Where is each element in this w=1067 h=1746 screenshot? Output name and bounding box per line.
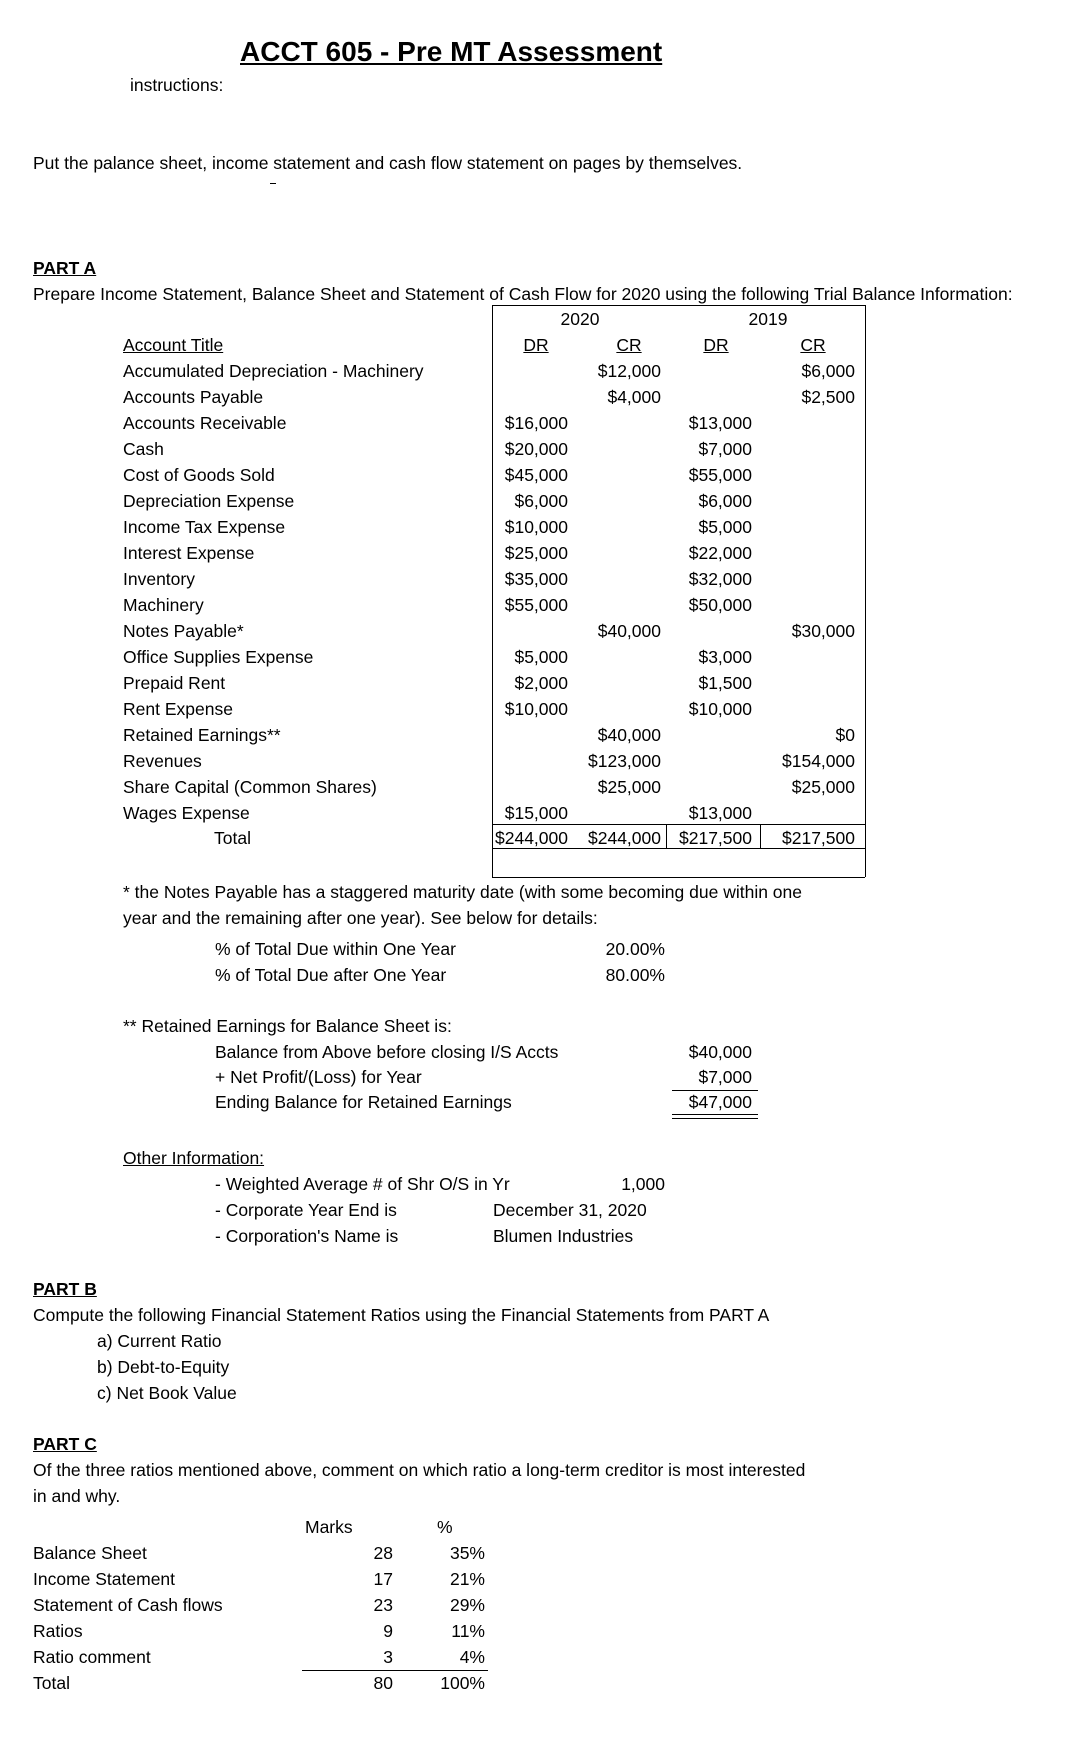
row-dr-2020: $2,000 [514,673,568,693]
row-dr-2019: $5,000 [698,517,752,537]
total-cr-2020: $244,000 [588,828,661,848]
other-shares-label: - Weighted Average # of Shr O/S in Yr [215,1174,510,1194]
table-left-border [492,305,493,877]
row-dr-2019: $1,500 [698,673,752,693]
row-account: Office Supplies Expense [123,647,314,667]
row-dr-2020: $5,000 [514,647,568,667]
marks-row-marks: 3 [383,1647,393,1667]
row-dr-2019: $32,000 [688,569,752,589]
row-account: Accounts Payable [123,387,264,407]
row-cr-2019: $30,000 [791,621,855,641]
row-account: Revenues [123,751,202,771]
marks-row-pct: 21% [449,1569,485,1589]
row-cr-2020: $123,000 [588,751,661,771]
row-cr-2019: $2,500 [801,387,855,407]
row-account: Accumulated Depreciation - Machinery [123,361,424,381]
row-dr-2020: $25,000 [504,543,568,563]
due-after-value: 80.00% [605,965,665,985]
notes-payable-note-line-1: * the Notes Payable has a staggered maturity date (with some becoming due within one [123,882,802,902]
other-info-heading: Other Information: [123,1148,265,1168]
row-account: Notes Payable* [123,621,244,641]
re-heading: ** Retained Earnings for Balance Sheet is: [123,1016,452,1036]
marks-row-marks: 28 [373,1543,393,1563]
row-dr-2020: $10,000 [504,699,568,719]
instructions-label: instructions: [130,75,224,95]
marks-row-marks: 23 [373,1595,393,1615]
row-account: Machinery [123,595,204,615]
row-cr-2020: $25,000 [597,777,661,797]
row-dr-2020: $35,000 [504,569,568,589]
marks-row-pct: 11% [451,1621,485,1641]
row-cr-2019: $154,000 [782,751,855,771]
row-account: Interest Expense [123,543,255,563]
row-cr-2019: $0 [835,725,855,745]
col-dr-2020: DR [523,335,549,355]
row-dr-2020: $20,000 [504,439,568,459]
marks-row-label: Ratio comment [33,1647,151,1667]
part-c-description-line-1: Of the three ratios mentioned above, comment on which ratio a long-term creditor is most interested [33,1460,806,1480]
marks-row-pct: 35% [449,1543,485,1563]
re-balance-label: Balance from Above before closing I/S Accts [215,1042,559,1062]
marks-row-label: Ratios [33,1621,83,1641]
part-c-heading: PART C [33,1434,97,1454]
other-shares-value: 1,000 [621,1174,665,1194]
re-double-underline [672,1114,758,1119]
marks-row-marks: 9 [383,1621,393,1641]
row-account: Share Capital (Common Shares) [123,777,377,797]
due-after-label: % of Total Due after One Year [215,965,447,985]
row-cr-2019: $25,000 [791,777,855,797]
row-dr-2019: $22,000 [688,543,752,563]
row-dr-2019: $55,000 [688,465,752,485]
row-dr-2019: $3,000 [698,647,752,667]
page-title: ACCT 605 - Pre MT Assessment [240,36,663,67]
table-bottom-border [492,877,865,878]
total-bottom-border [492,848,865,849]
row-account: Rent Expense [123,699,233,719]
other-name-label: - Corporation's Name is [215,1226,399,1246]
marks-total-label: Total [33,1673,70,1693]
row-cr-2020: $40,000 [597,725,661,745]
re-balance-value: $40,000 [688,1042,752,1062]
marks-sum-line [302,1670,488,1671]
row-account: Cost of Goods Sold [123,465,275,485]
part-a-heading: PART A [33,258,97,278]
re-sum-line [672,1090,758,1091]
re-ending-value: $47,000 [688,1092,752,1112]
marks-row-label: Statement of Cash flows [33,1595,223,1615]
row-dr-2019: $7,000 [698,439,752,459]
row-dr-2020: $10,000 [504,517,568,537]
due-within-value: 20.00% [605,939,665,959]
row-account: Depreciation Expense [123,491,295,511]
row-dr-2019: $10,000 [688,699,752,719]
row-dr-2020: $45,000 [504,465,568,485]
row-cr-2019: $6,000 [801,361,855,381]
row-cr-2020: $12,000 [597,361,661,381]
marks-row-pct: 29% [449,1595,485,1615]
marks-row-marks: 17 [373,1569,393,1589]
part-a-description: Prepare Income Statement, Balance Sheet and Statement of Cash Flow for 2020 using the following Trial Balance Information: [33,284,1013,304]
row-account: Prepaid Rent [123,673,226,693]
part-b-heading: PART B [33,1279,97,1299]
other-year-end-value: December 31, 2020 [493,1200,647,1220]
row-dr-2019: $6,000 [698,491,752,511]
part-b-item-current-ratio: a) Current Ratio [97,1331,222,1351]
marks-row-label: Balance Sheet [33,1543,147,1563]
part-b-item-debt-to-equity: b) Debt-to-Equity [97,1357,230,1377]
part-b-item-net-book-value: c) Net Book Value [97,1383,237,1403]
marks-total-marks: 80 [373,1673,393,1693]
row-dr-2020: $16,000 [504,413,568,433]
total-dr-2020: $244,000 [495,828,568,848]
marks-row-pct: 4% [459,1647,485,1667]
col-dr-2019: DR [703,335,729,355]
other-year-end-label: - Corporate Year End is [215,1200,397,1220]
total-cr-2019: $217,500 [782,828,855,848]
row-dr-2019: $50,000 [688,595,752,615]
row-dr-2020: $6,000 [514,491,568,511]
due-within-label: % of Total Due within One Year [215,939,456,959]
part-c-description-line-2: in and why. [33,1486,121,1506]
row-dr-2019: $13,000 [688,413,752,433]
row-cr-2020: $40,000 [597,621,661,641]
re-profit-label: + Net Profit/(Loss) for Year [215,1067,422,1087]
row-dr-2020: $15,000 [504,803,568,823]
col-cr-2020: CR [616,335,642,355]
row-dr-2019: $13,000 [688,803,752,823]
marks-col-header: Marks [305,1517,353,1537]
re-ending-label: Ending Balance for Retained Earnings [215,1092,512,1112]
pct-col-header: % [437,1517,453,1537]
row-account: Wages Expense [123,803,250,823]
row-account: Income Tax Expense [123,517,286,537]
row-account: Accounts Receivable [123,413,287,433]
col-account-title: Account Title [123,335,224,355]
total-dr-2019: $217,500 [679,828,752,848]
instruction-text: Put the palance sheet, income statement and cash flow statement on pages by themselves. [33,153,743,173]
row-cr-2020: $4,000 [607,387,661,407]
table-right-border [865,305,866,877]
stray-mark [270,183,276,184]
table-top-border [492,305,865,306]
col-cr-2019: CR [800,335,826,355]
row-account: Cash [123,439,164,459]
year-2020: 2020 [560,309,600,329]
row-dr-2020: $55,000 [504,595,568,615]
total-top-border [492,824,865,825]
notes-payable-note-line-2: year and the remaining after one year). See below for details: [123,908,598,928]
part-b-description: Compute the following Financial Statement Ratios using the Financial Statements from PART A [33,1305,770,1325]
row-account: Retained Earnings** [123,725,281,745]
total-label: Total [214,828,251,848]
year-2019: 2019 [748,309,788,329]
marks-row-label: Income Statement [33,1569,176,1589]
re-profit-value: $7,000 [698,1067,752,1087]
row-account: Inventory [123,569,195,589]
other-name-value: Blumen Industries [493,1226,634,1246]
marks-total-pct: 100% [440,1673,485,1693]
